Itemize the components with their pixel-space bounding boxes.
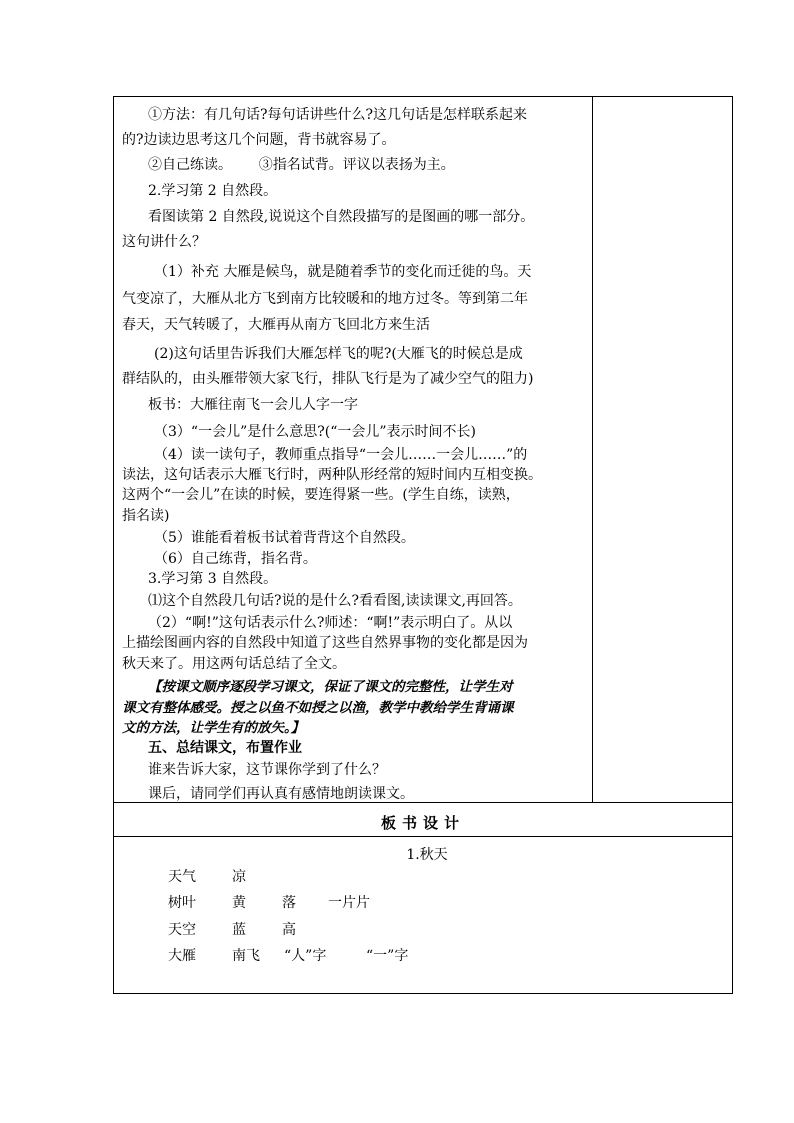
text-line: （6）自己练背，指名背。 (154, 551, 317, 567)
board-cell: 天空 (168, 922, 196, 938)
text-line: ⑴这个自然段几句话?说的是什么?看看图,读读课文,再回答。 (148, 593, 522, 609)
lesson-plan-table (113, 96, 733, 994)
text-line: 这句讲什么？ (122, 234, 206, 250)
text-line: 这两个“一会儿”在读的时候，要连得紧一些。(学生自练，读熟， (122, 487, 520, 503)
section-heading: 五、总结课文，布置作业 (148, 740, 302, 756)
text-line: 3.学习第 3 自然段。 (148, 571, 278, 587)
text-line: （5）谁能看着板书试着背背这个自然段。 (154, 530, 415, 546)
board-cell: 树叶 (168, 895, 196, 911)
text-line: 群结队的，由头雁带领大家飞行，排队飞行是为了减少空气的阻力) (122, 371, 534, 387)
board-cell: 凉 (232, 869, 246, 885)
text-line: 看图读第 2 自然段,说说这个自然段描写的是图画的哪一部分。 (148, 209, 535, 225)
board-cell: 高 (282, 922, 296, 938)
row-divider (114, 802, 732, 803)
teaching-note-line: 课文有整体感受。授之以鱼不如授之以渔，教学中教给学生背诵课 (122, 700, 514, 716)
text-line: 春天，天气转暖了，大雁再从南方飞回北方来生活 (122, 317, 430, 333)
text-line: （1）补充 大雁是候鸟，就是随着季节的变化而迁徙的鸟。天 (154, 264, 532, 280)
board-cell: 黄 (232, 895, 246, 911)
text-line: 板书：大雁往南飞一会儿人字一字 (148, 397, 358, 413)
board-title: 1.秋天 (406, 847, 448, 863)
text-line: ②自己练读。 ③指名试背。评议以表扬为主。 (148, 157, 455, 173)
board-cell: 大雁 (168, 948, 196, 964)
board-cell: 落 (282, 895, 296, 911)
board-cell: “人”字 (284, 948, 327, 964)
text-line: (2)这句话里告诉我们大雁怎样飞的呢?(大雁飞的时候总是成 (154, 346, 523, 362)
text-line: 气变凉了，大雁从北方飞到南方比较暖和的地方过冬。等到第二年 (122, 291, 528, 307)
text-line: 上描绘图画内容的自然段中知道了这些自然界事物的变化都是因为 (122, 635, 528, 651)
text-line: 指名读) (122, 508, 170, 524)
text-line: （3）“一会儿”是什么意思?(“一会儿”表示时间不长) (154, 424, 476, 440)
teaching-note-line: 【按课文顺序逐段学习课文，保证了课文的完整性，让学生对 (148, 679, 513, 695)
column-divider (592, 97, 593, 802)
text-line: 秋天来了。用这两句话总结了全文。 (122, 656, 346, 672)
teaching-note-line: 文的方法，让学生有的放矢。】 (122, 720, 305, 736)
text-line: （4）读一读句子，教师重点指导“一会儿……一会儿……”的 (154, 447, 528, 463)
text-line: 读法，这句话表示大雁飞行时，两种队形经常的短时间内互相变换。 (122, 467, 542, 483)
board-cell: 天气 (168, 869, 196, 885)
board-cell: 蓝 (232, 922, 246, 938)
text-line: 2.学习第 2 自然段。 (148, 183, 278, 199)
board-cell: 南飞 (232, 948, 260, 964)
text-line: 的?边读边思考这几个问题，背书就容易了。 (122, 132, 396, 148)
board-cell: 一片片 (328, 895, 370, 911)
text-line: （2）“啊!”这句话表示什么?师述：“啊!”表示明白了。从以 (148, 615, 513, 631)
board-heading: 板书设计 (380, 814, 465, 832)
board-cell: “一”字 (366, 948, 409, 964)
text-line: 课后，请同学们再认真有感情地朗读课文。 (148, 786, 414, 802)
row-divider (114, 836, 732, 837)
text-line: ①方法：有几句话?每句话讲些什么?这几句话是怎样联系起来 (148, 107, 528, 123)
text-line: 谁来告诉大家，这节课你学到了什么？ (148, 762, 386, 778)
